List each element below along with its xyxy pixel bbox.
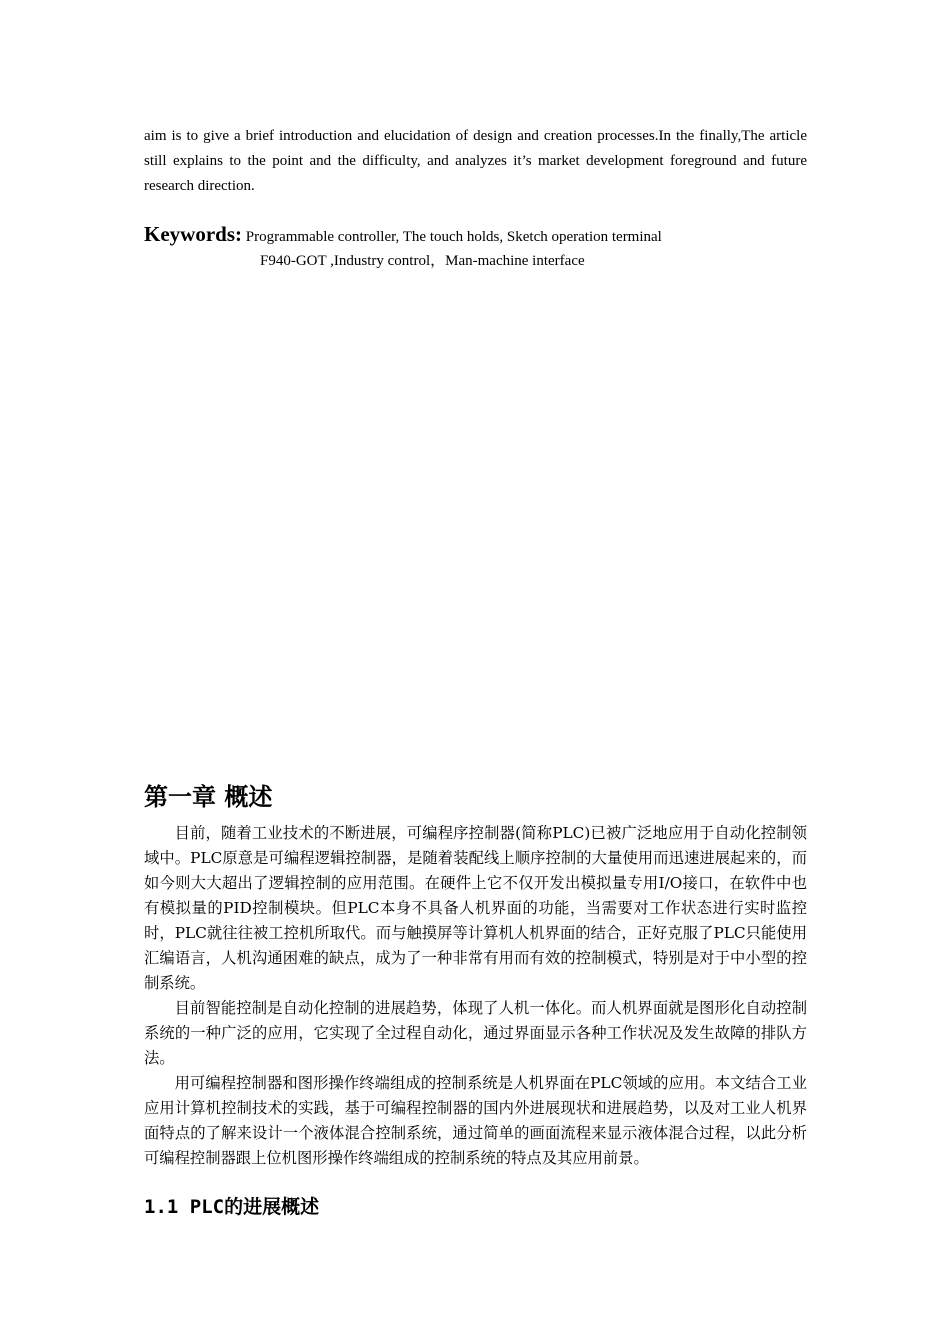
keywords-line-2: F940-GOT ,Industry control，Man-machine interface [260,253,585,269]
keywords-line-1: Programmable controller, The touch holds, Sketch operation terminal [242,229,662,245]
chapter-title: 第一章 概述 [144,782,273,811]
abstract-paragraph: aim is to give a brief introduction and elucidation of design and creation processes.In the finally,The article still explains to the point and the difficulty, and analyzes it’s market development foreground and future research direction. [144,128,807,194]
body-paragraph-3: 用可编程控制器和图形操作终端组成的控制系统是人机界面在PLC领域的应用。本文结合工业应用计算机控制技术的实践，基于可编程控制器的国内外进展现状和进展趋势，以及对工业人机界面特点的了解来设计一个液体混合控制系统，通过简单的画面流程来显示液体混合过程，以此分析可编程控制器跟上位机图形操作终端组成的控制系统的特点及其应用前景。 [144,1074,807,1167]
chapter-body [144,821,807,1171]
body-paragraph-1: 目前，随着工业技术的不断进展，可编程序控制器(简称PLC)已被广泛地应用于自动化控制领域中。PLC原意是可编程逻辑控制器，是随着装配线上顺序控制的大量使用而迅速进展起来的，而如今则大大超出了逻辑控制的应用范围。在硬件上它不仅开发出模拟量专用I/O接口，在软件中也有模拟量的PID控制模块。但PLC本身不具备人机界面的功能，当需要对工作状态进行实时监控时，PLC就往往被工控机所取代。而与触摸屏等计算机人机界面的结合，正好克服了PLC只能使用汇编语言，人机沟通困难的缺点，成为了一种非常有用而有效的控制模式，特别是对于中小型的控制系统。 [144,824,807,992]
keywords-label: Keywords: [144,222,242,246]
section-title: 1.1 PLC的进展概述 [144,1196,320,1218]
keywords-block [144,222,824,273]
body-paragraph-2: 目前智能控制是自动化控制的进展趋势，体现了人机一体化。而人机界面就是图形化自动控制系统的一种广泛的应用，它实现了全过程自动化，通过界面显示各种工作状况及发生故障的排队方法。 [144,999,807,1067]
